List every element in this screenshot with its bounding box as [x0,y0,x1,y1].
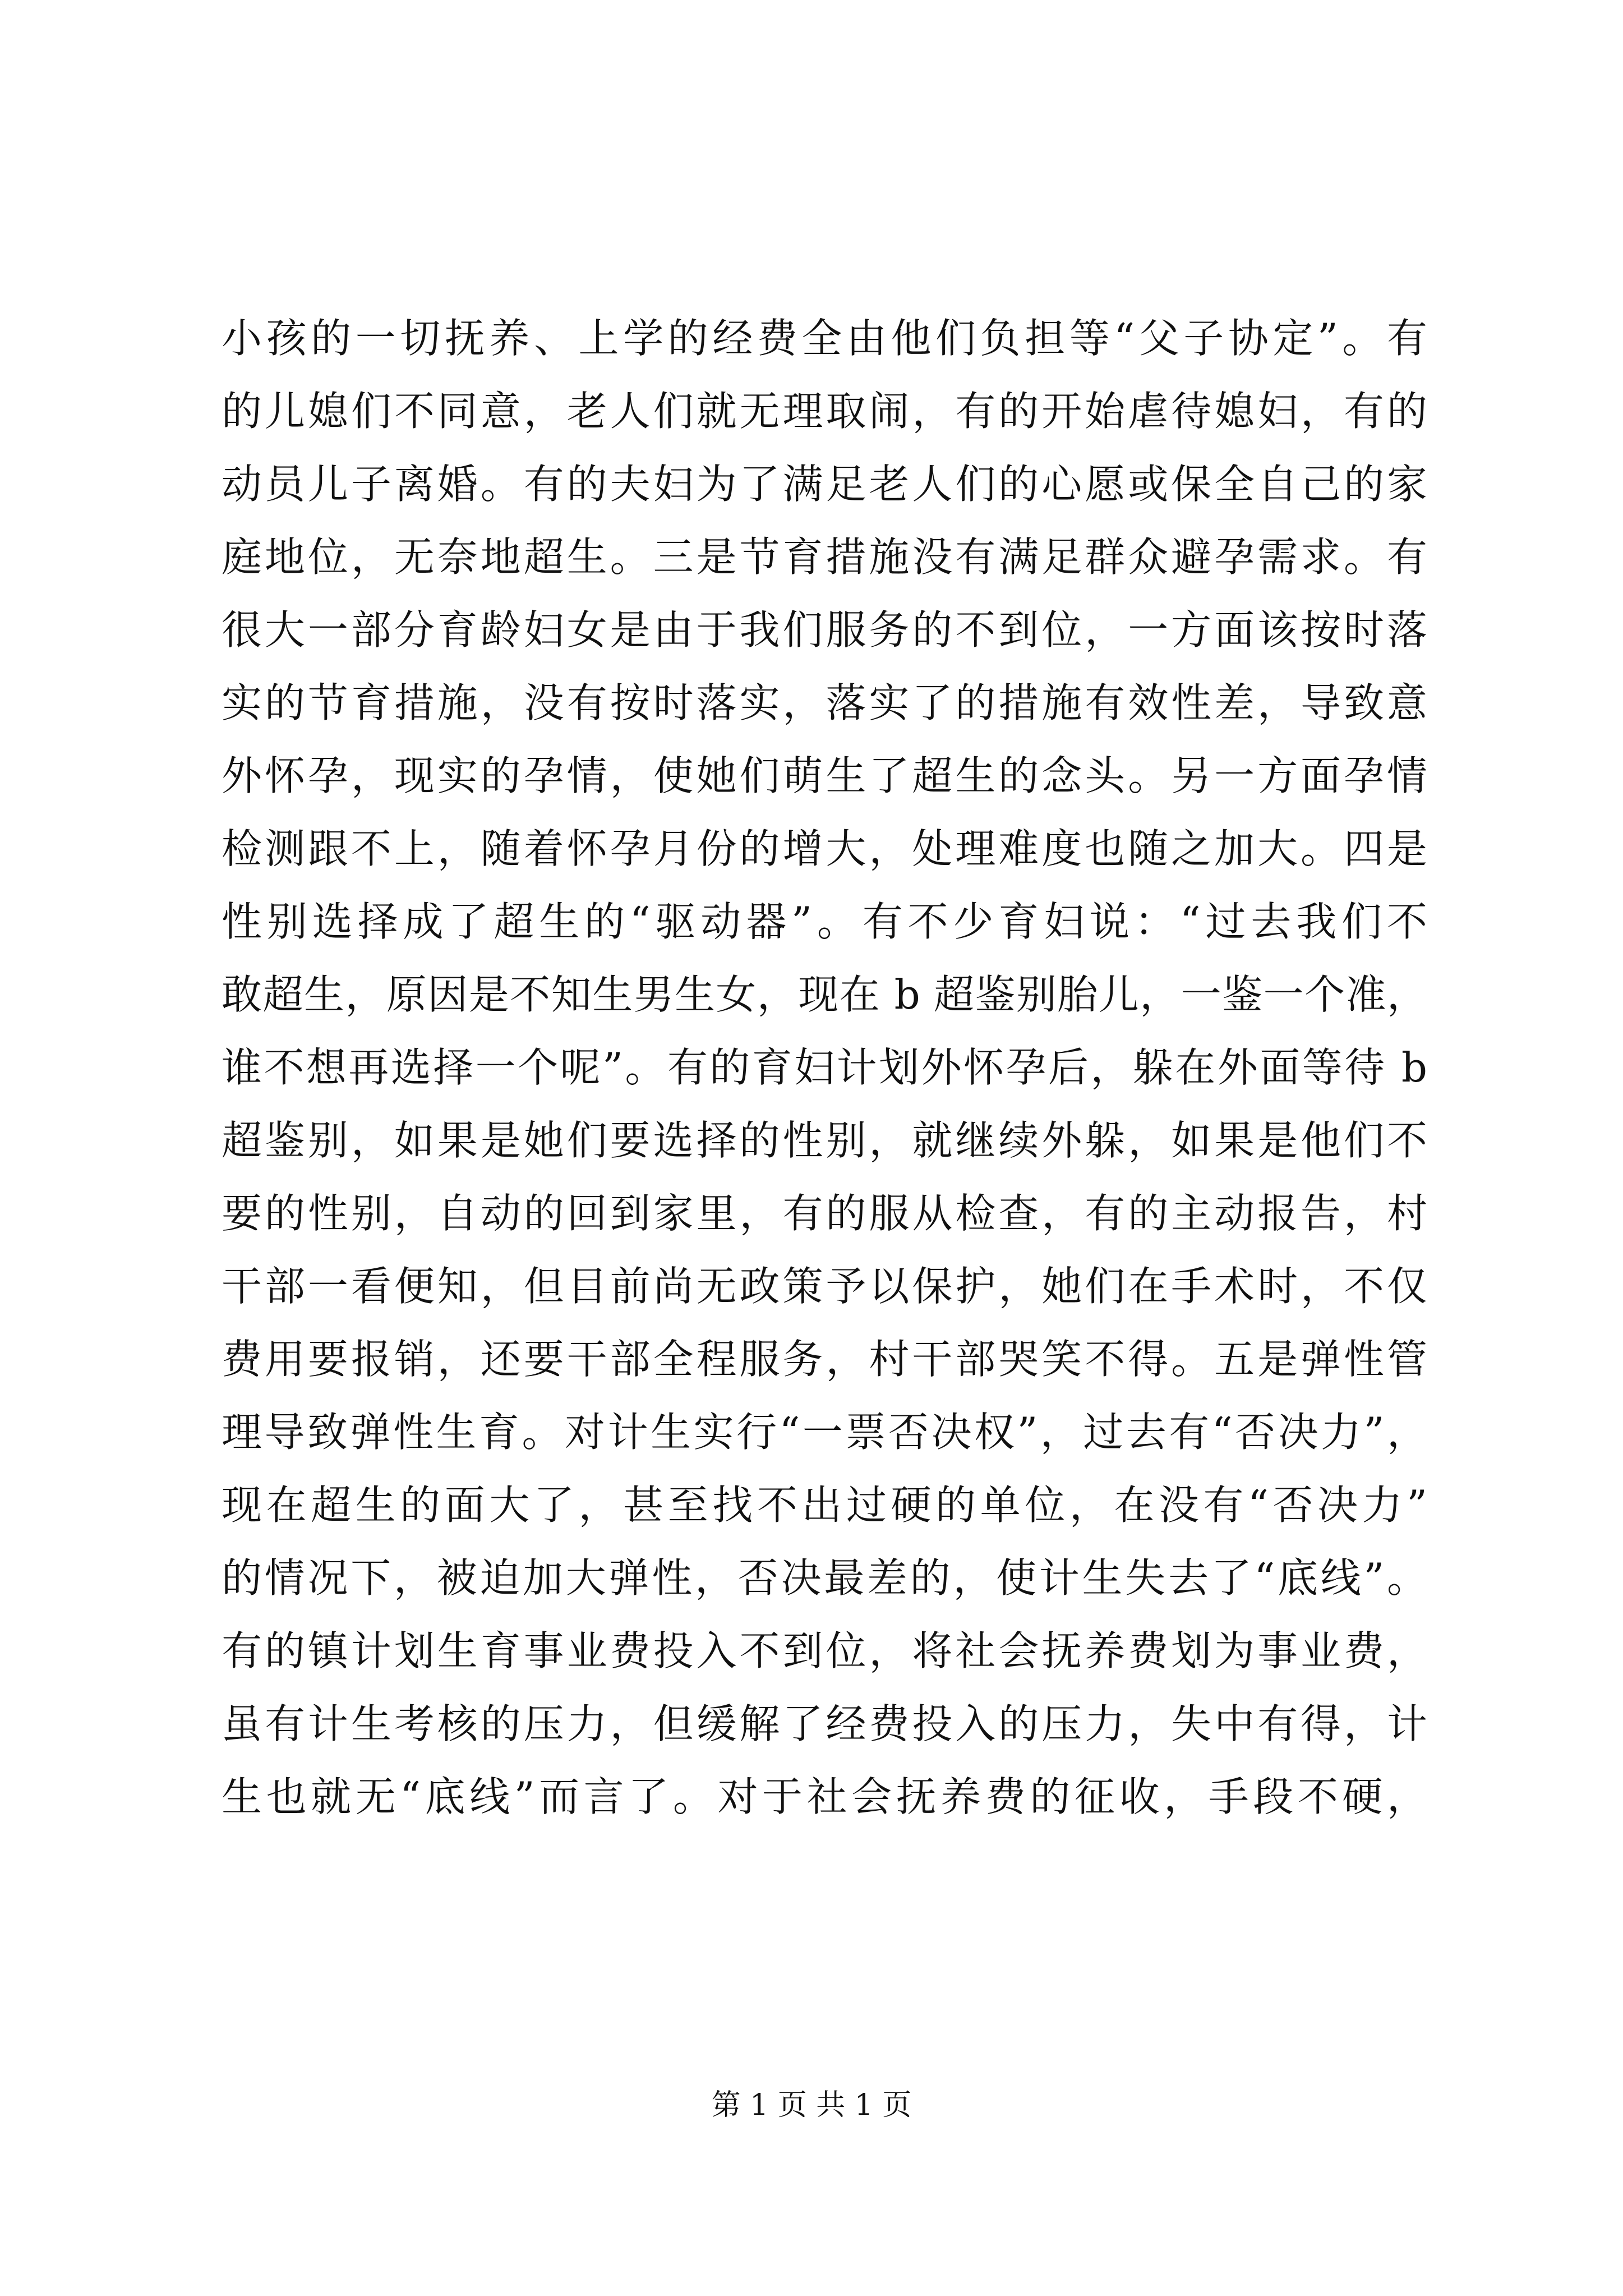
text-line: 理导致弹性生育。对计生实行“一票否决权”，过去有“否决力”， [222,1409,1427,1456]
text-line: 超鉴别，如果是她们要选择的性别，就继续外躲，如果是他们不 [222,1117,1427,1164]
text-line: 外怀孕，现实的孕情，使她们萌生了超生的念头。另一方面孕情 [222,752,1427,799]
text-line: 谁不想再选择一个呢”。有的育妇计划外怀孕后，躲在外面等待 b [222,1044,1427,1091]
text-line: 的情况下，被迫加大弹性，否决最差的，使计生失去了“底线”。 [222,1554,1427,1602]
text-line: 检测跟不上，随着怀孕月份的增大，处理难度也随之加大。四是 [222,825,1427,872]
text-line: 现在超生的面大了，甚至找不出过硬的单位，在没有“否决力” [222,1481,1427,1529]
text-line: 的儿媳们不同意，老人们就无理取闹，有的开始虐待媳妇，有的 [222,388,1427,435]
text-line: 要的性别，自动的回到家里，有的服从检查，有的主动报告，村 [222,1190,1427,1237]
page-footer: 第 1 页 共 1 页 [711,2088,912,2122]
text-line: 庭地位，无奈地超生。三是节育措施没有满足群众避孕需求。有 [222,533,1427,581]
text-line: 实的节育措施，没有按时落实，落实了的措施有效性差，导致意 [222,679,1427,726]
text-line: 干部一看便知，但目前尚无政策予以保护，她们在手术时，不仅 [222,1263,1427,1310]
text-line: 生也就无“底线”而言了。对于社会抚养费的征收，手段不硬， [222,1773,1427,1820]
text-line: 敢超生，原因是不知生男生女，现在 b 超鉴别胎儿，一鉴一个准， [222,971,1427,1018]
body-text [222,302,1427,1833]
text-line: 费用要报销，还要干部全程服务，村干部哭笑不得。五是弹性管 [222,1336,1427,1383]
text-line: 性别选择成了超生的“驱动器”。有不少育妇说：“过去我们不 [222,898,1427,945]
text-line: 有的镇计划生育事业费投入不到位，将社会抚养费划为事业费， [222,1627,1427,1674]
text-line: 动员儿子离婚。有的夫妇为了满足老人们的心愿或保全自己的家 [222,461,1427,508]
text-line: 很大一部分育龄妇女是由于我们服务的不到位，一方面该按时落 [222,606,1427,654]
text-line: 虽有计生考核的压力，但缓解了经费投入的压力，失中有得，计 [222,1700,1427,1747]
text-line: 小孩的一切抚养、上学的经费全由他们负担等“父子协定”。有 [222,315,1427,362]
